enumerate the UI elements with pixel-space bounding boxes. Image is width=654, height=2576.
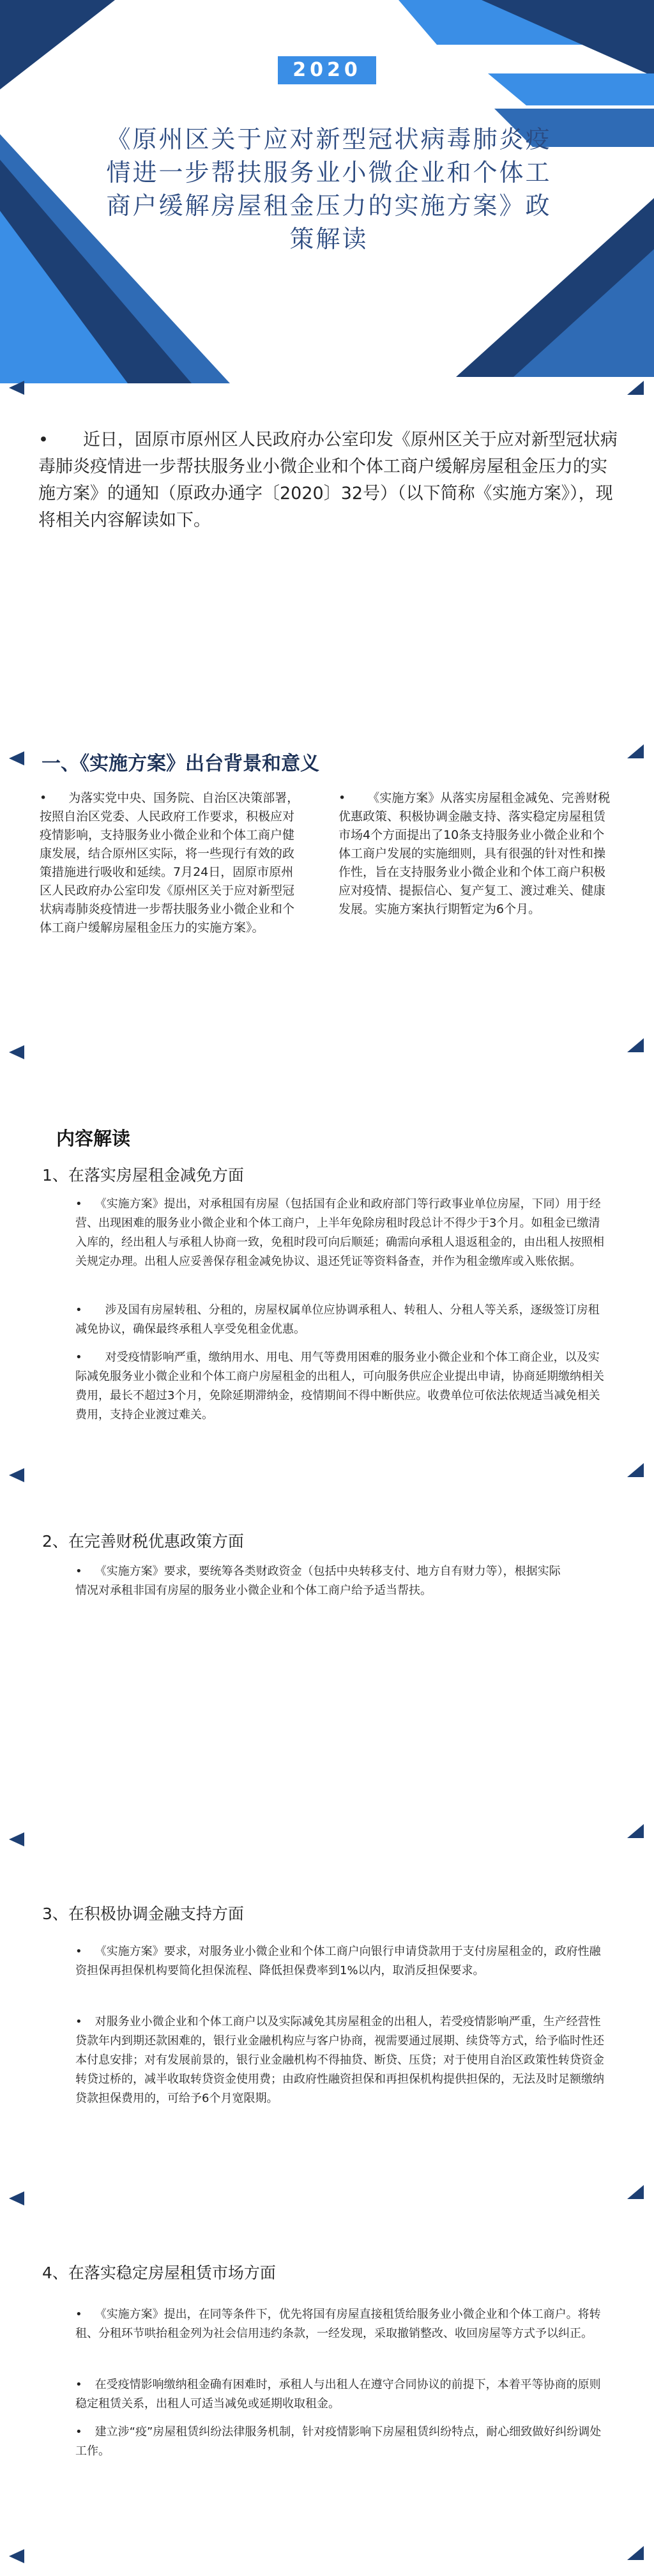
corner-triangle-icon (627, 1038, 644, 1052)
sub1-paragraph-3: • 对受疫情影响严重，缴纳用水、用电、用气等费用困难的服务业小微企业和个体工商企业，以及实际减免服务业小微企业和个体工商户房屋租金的出租人，可向服务供应企业提出申请，协商延期缴纳相关费用，最长不超过3个月，免除延期滞纳金，疫情期间不得中断供应。收费单位可依法依规适当减免相关费用，支持企业渡过难关。 (75, 1351, 604, 1422)
bullet: • (40, 791, 47, 805)
sub3-paragraph-2: • 对服务业小微企业和个体工商户以及实际减免其房屋租金的出租人，若受疫情影响严重，生产经营性贷款年内到期还款困难的，银行业金融机构应与客户协商，视需要通过展期、续贷等方式，给予临时性还本付息安排；对有发展前景的，银行业金融机构不得抽贷、断贷、压贷；对于使用自治区政策性转贷资金转贷过桥的，减半收取转贷资金使用费；由政府性融资担保和再担保机构提供担保的，无法及时足额缴纳贷款担保费用的，可给予6个月宽限期。 (75, 2015, 604, 2105)
corner-triangle-icon (627, 2185, 644, 2199)
sub1-paragraph-2: • 涉及国有房屋转租、分租的，房屋权属单位应协调承租人、转租人、分租人等关系，逐级签订房租减免协议，确保最终承租人享受免租金优惠。 (75, 1303, 600, 1336)
year-badge: 2020 (278, 56, 376, 84)
section1-left-column (40, 789, 301, 937)
section1-left-text: 为落实党中央、国务院、自治区决策部署，按照自治区党委、人民政府工作要求，积极应对疫情影响，支持服务业小微企业和个体工商户健康发展，结合原州区实际，将一些现行有效的政策措施进行吸收和延续。7月24日，固原市原州区人民政府办公室印发《原州区关于应对新型冠状病毒肺炎疫情进一步帮扶服务业小微企业和个体工商户缓解房屋租金压力的实施方案》。 (40, 791, 300, 935)
corner-triangle-icon (9, 2549, 24, 2563)
sub4-paragraph-1: • 《实施方案》提出，在同等条件下，优先将国有房屋直接租赁给服务业小微企业和个体工商户。将转租、分租环节哄抬租金列为社会信用违约条款，一经发现，采取撤销整改、收回房屋等方式予以纠正。 (75, 2308, 601, 2340)
corner-triangle-icon (627, 1824, 644, 1838)
sub3-title: 3、在积极协调金融支持方面 (42, 1905, 244, 1923)
corner-triangle-icon (627, 2546, 644, 2560)
corner-triangle-icon (9, 2191, 24, 2205)
corner-triangle-icon (9, 381, 24, 395)
corner-triangle-icon (627, 381, 644, 395)
intro-text: 近日，固原市原州区人民政府办公室印发《原州区关于应对新型冠状病毒肺炎疫情进一步帮扶服务业小微企业和个体工商户缓解房屋租金压力的实施方案》的通知（原政办通字〔2020〕32号）（以下简称《实施方案》），现将相关内容解读如下。 (38, 430, 618, 530)
section1-heading: 一、《实施方案》出台背景和意义 (42, 753, 319, 775)
bullet: • (38, 430, 49, 450)
sub3-paragraph-1: • 《实施方案》要求，对服务业小微企业和个体工商户向银行申请贷款用于支付房屋租金的，政府性融资担保再担保机构要简化担保流程、降低担保费率到1%以内，取消反担保要求。 (75, 1945, 601, 1977)
sub2-title: 2、在完善财税优惠政策方面 (42, 1532, 244, 1551)
corner-triangle-icon (627, 1463, 644, 1477)
bullet: • (338, 791, 346, 805)
corner-triangle-icon (9, 1468, 24, 1482)
sub2-paragraph-1: • 《实施方案》要求，要统筹各类财政资金（包括中央转移支付、地方自有财力等），根据实际情况对承租非国有房屋的服务业小微企业和个体工商户给予适当帮扶。 (75, 1565, 561, 1597)
page-title: 《原州区关于应对新型冠状病毒肺炎疫情进一步帮扶服务业小微企业和个体工商户缓解房屋租金压力的实施方案》政策解读 (106, 125, 552, 253)
sub1-title: 1、在落实房屋租金减免方面 (42, 1166, 244, 1184)
sub1-paragraph-1: • 《实施方案》提出，对承租国有房屋（包括国有企业和政府部门等行政事业单位房屋，下同）用于经营、出现困难的服务业小微企业和个体工商户，上半年免除房租时段总计不得少于3个月。如租金已缴清入库的，经出租人与承租人协商一致，免租时段可向后顺延；确需向承租人退返租金的，由出租人按照相关规定办理。出租人应妥善保存租金减免协议、退还凭证等资料备查，并作为租金缴库或入账依据。 (75, 1197, 604, 1268)
sub4-title: 4、在落实稳定房屋租赁市场方面 (42, 2264, 276, 2282)
intro-paragraph (38, 427, 620, 534)
section1-right-column (338, 789, 613, 919)
sub4-paragraph-3: • 建立涉“疫”房屋租赁纠纷法律服务机制，针对疫情影响下房屋租赁纠纷特点，耐心细致做好纠纷调处工作。 (75, 2425, 602, 2458)
corner-triangle-icon (9, 1045, 24, 1059)
section1-right-text: 《实施方案》从落实房屋租金减免、完善财税优惠政策、积极协调金融支持、落实稳定房屋租赁市场4个方面提出了10条支持服务业小微企业和个体工商户发展的实施细则，具有很强的针对性和操作性，旨在支持服务业小微企业和个体工商户积极应对疫情、提振信心、复产复工、渡过难关、健康发展。实施方案执行期暂定为6个月。 (338, 791, 611, 916)
section2-heading: 内容解读 (56, 1128, 131, 1149)
corner-triangle-icon (9, 1832, 24, 1846)
corner-triangle-icon (9, 751, 24, 765)
sub4-paragraph-2: • 在受疫情影响缴纳租金确有困难时，承租人与出租人在遵守合同协议的前提下，本着平等协商的原则稳定租赁关系，出租人可适当减免或延期收取租金。 (75, 2378, 601, 2411)
corner-triangle-icon (627, 744, 644, 758)
